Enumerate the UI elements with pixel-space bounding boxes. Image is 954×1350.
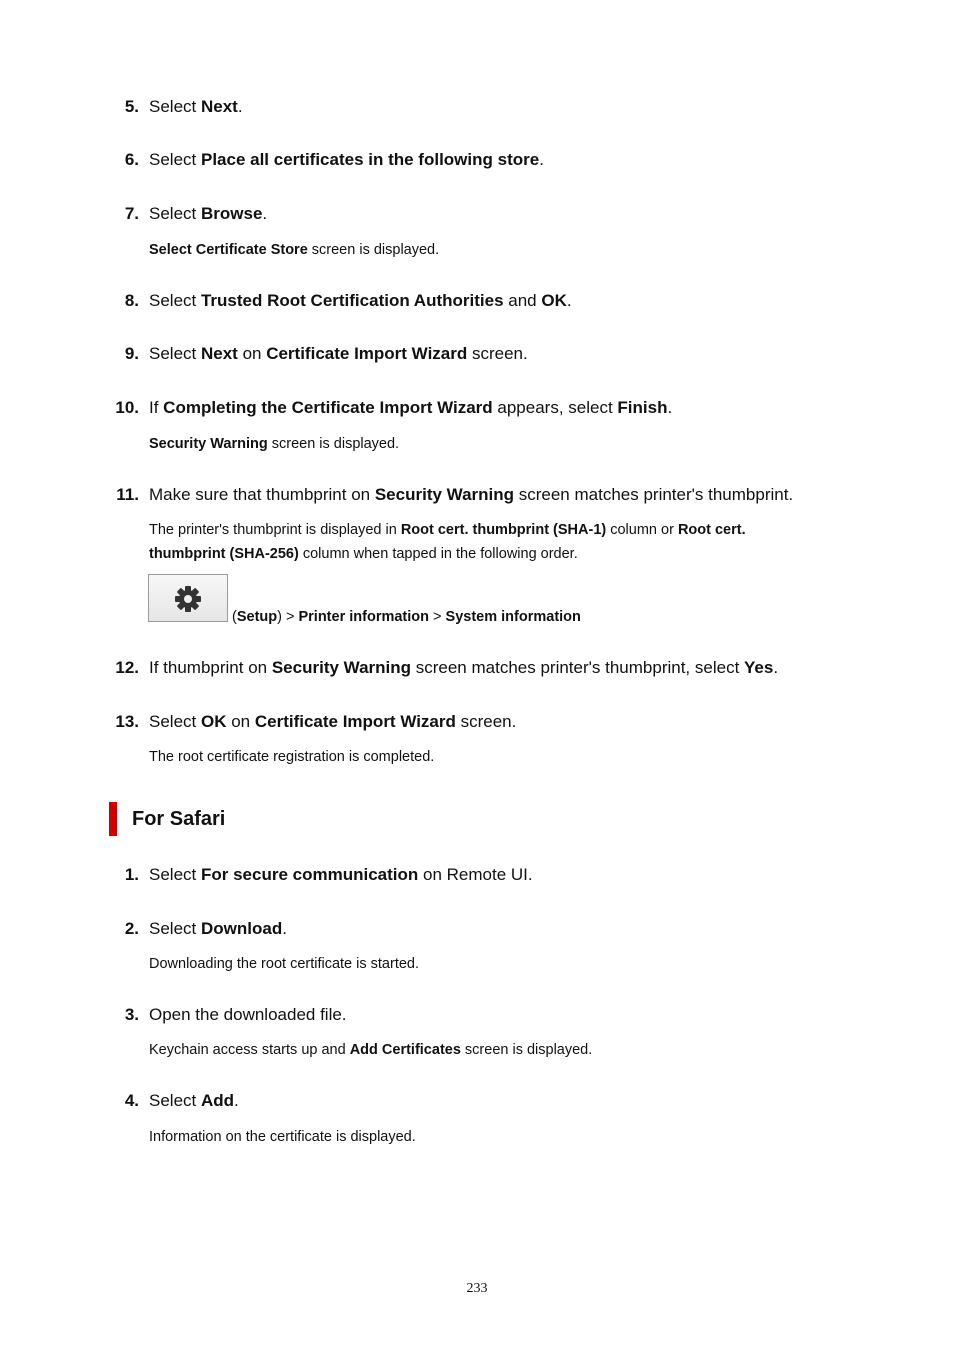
section-marker [109,802,117,836]
step-7-note: Select Certificate Store screen is displayed. [149,242,440,258]
page-number: 233 [466,1281,488,1296]
section-title: For Safari [132,808,226,830]
step-10-note: Security Warning screen is displayed. [149,436,400,452]
safari-step-4-note: Information on the certificate is displayed. [149,1129,416,1145]
step-13-note: The root certificate registration is completed. [149,749,435,765]
setup-button-image [148,574,228,622]
safari-step-3-note: Keychain access starts up and Add Certificates screen is displayed. [149,1042,593,1058]
step-11-note: The printer's thumbprint is displayed in Root cert. thumbprint (SHA-1) column or Root cert. thumbprint (SHA-256) column when tapped in the following order. [149,522,746,562]
safari-step-2-note: Downloading the root certificate is started. [149,956,419,972]
setup-path: (Setup) > Printer information > System information [232,609,581,625]
gear-icon [173,585,203,613]
